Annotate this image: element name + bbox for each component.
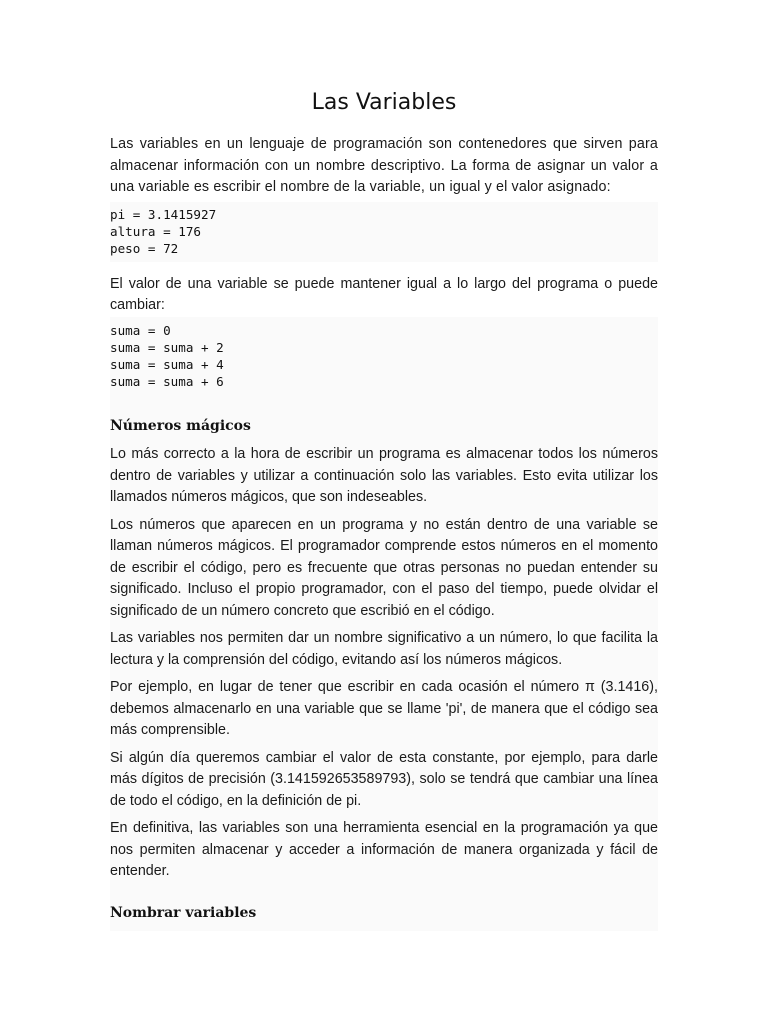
code-line: suma = 0 (110, 322, 658, 339)
paragraph: Si algún día queremos cambiar el valor de esta constante, por ejemplo, para darle más dígitos de precisión (3.141592653589793), solo se tendrá que cambiar una línea de todo el código, en la definición de pi. (110, 749, 658, 809)
paragraph: Por ejemplo, en lugar de tener que escribir en cada ocasión el número π (3.1416), debemos almacenarlo en una variable que se llame 'pi', de manera que el código sea más comprensible. (110, 679, 658, 739)
paragraph-2: El valor de una variable se puede mantener igual a lo largo del programa o puede cambiar: (110, 275, 658, 314)
code-block-1 (110, 202, 658, 262)
intro-paragraph: Las variables en un lenguaje de programación son contenedores que sirven para almacenar información con un nombre descriptivo. La forma de asignar un valor a una variable es escribir el nombre de la variable, un igual y el valor asignado: (110, 136, 658, 195)
document-content (110, 134, 658, 931)
code-line: peso = 72 (110, 240, 658, 257)
code-line: suma = suma + 2 (110, 339, 658, 356)
section-heading: Nombrar variables (110, 904, 257, 921)
code-line: suma = suma + 6 (110, 373, 658, 390)
paragraph: En definitiva, las variables son una herramienta esencial en la programación ya que nos permiten almacenar y acceder a información de manera organizada y fácil de entender. (110, 820, 658, 880)
paragraph: Las variables nos permiten dar un nombre significativo a un número, lo que facilita la lectura y la comprensión del código, evitando así los números mágicos. (110, 630, 658, 668)
code-line: pi = 3.1415927 (110, 206, 658, 223)
code-line: altura = 176 (110, 223, 658, 240)
paragraph: Los números que aparecen en un programa y no están dentro de una variable se llaman números mágicos. El programador comprende estos números en el momento de escribir el código, pero es frecuente que otras personas no puedan entender su significado. Incluso el propio programador, con el paso del tiempo, puede olvidar el significado de un número concreto que escribió en el código. (110, 516, 658, 619)
code-block-2 (110, 317, 658, 397)
section-numeros-magicos (110, 396, 658, 931)
section-heading: Números mágicos (110, 418, 251, 435)
page-title: Las Variables (311, 90, 457, 115)
paragraph: Lo más correcto a la hora de escribir un programa es almacenar todos los números dentro de variables y utilizar a continuación solo las variables. Esto evita utilizar los llamados números mágicos, que son indeseables. (110, 446, 658, 506)
code-line: suma = suma + 4 (110, 356, 658, 373)
